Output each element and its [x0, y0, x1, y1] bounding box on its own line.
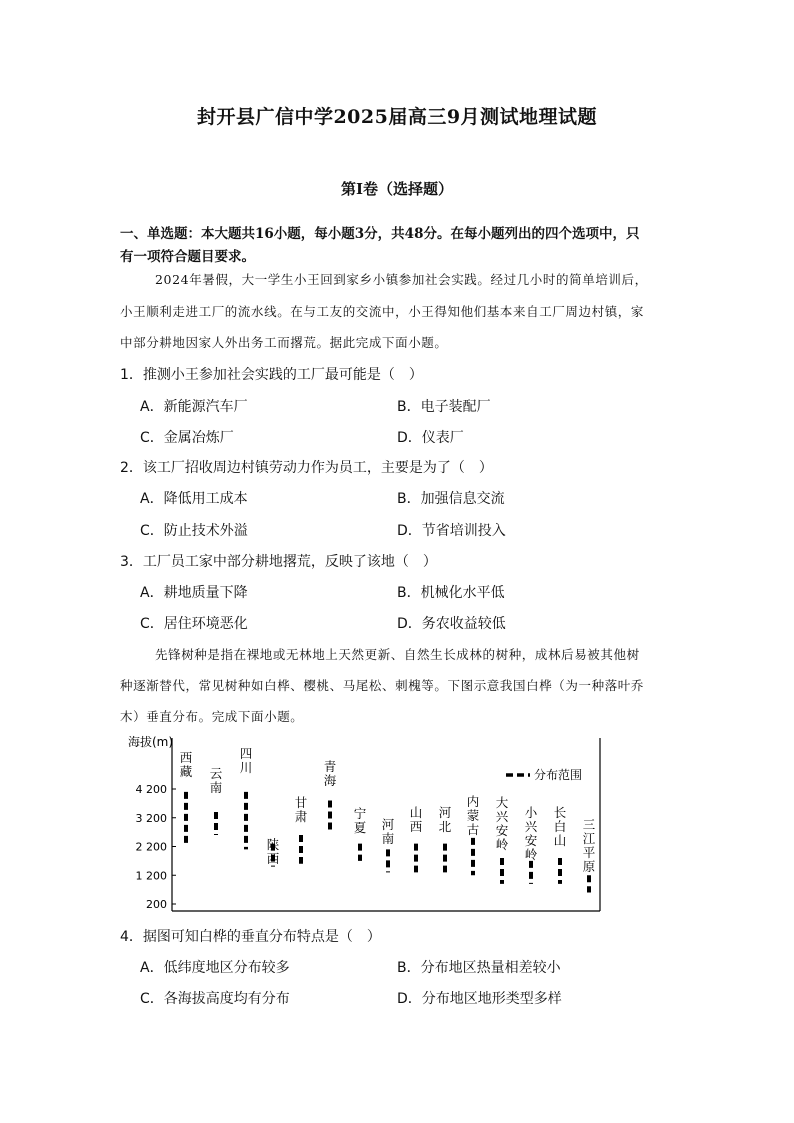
- category-label-char: 白: [553, 819, 567, 834]
- category-label-char: 古: [466, 822, 480, 837]
- part-title: 第Ⅰ卷（选择题）: [340, 180, 454, 198]
- question-3-stem: 3．工厂员工家中部分耕地撂荒，反映了该地（ ）: [120, 554, 437, 570]
- question-2-option-d[interactable]: D．节省培训投入: [397, 523, 506, 539]
- category-label-char: 甘: [294, 795, 308, 810]
- section-instruction-line-1: 一、单选题：本大题共16小题，每小题3分，共48分。在每小题列出的四个选项中，只: [120, 226, 640, 242]
- legend-label: 分布范围: [534, 768, 583, 782]
- category-label-char: 西: [409, 819, 423, 834]
- y-tick-label: 1 200: [135, 869, 167, 883]
- question-4-stem: 4．据图可知白桦的垂直分布特点是（ ）: [120, 929, 381, 945]
- y-axis-label: 海拔(m): [128, 735, 174, 749]
- category-label-char: 青: [323, 759, 337, 774]
- category-label-char: 江: [582, 831, 596, 846]
- question-2-stem: 2．该工厂招收周边村镇劳动力作为员工，主要是为了（ ）: [120, 460, 493, 476]
- passage1-line-1: 2024年暑假，大一学生小王回到家乡小镇参加社会实践。经过几小时的简单培训后，: [155, 272, 648, 287]
- category-label-char: 西: [179, 750, 193, 765]
- y-tick-label: 4 200: [135, 783, 167, 796]
- y-tick-label: 2 200: [135, 840, 167, 854]
- category-label-char: 山: [409, 805, 423, 820]
- birch-vertical-distribution-chart: [120, 732, 602, 915]
- category-label-char: 小: [524, 805, 538, 820]
- page-title: 封开县广信中学2025届高三9月测试地理试题: [196, 106, 598, 128]
- question-4-option-b[interactable]: B．分布地区热量相差较小: [397, 960, 561, 976]
- category-label-char: 海: [323, 773, 337, 788]
- category-label-char: 河: [438, 805, 452, 820]
- category-label-char: 夏: [353, 820, 367, 835]
- question-4-option-a[interactable]: A．低纬度地区分布较多: [140, 960, 290, 976]
- category-label-char: 大: [495, 795, 509, 810]
- category-label-char: 四: [239, 746, 253, 761]
- category-label-char: 肃: [294, 809, 308, 824]
- category-label-char: 平: [582, 845, 596, 860]
- category-label-char: 安: [524, 833, 538, 848]
- y-tick-label: 200: [146, 898, 167, 911]
- question-1-stem: 1．推测小王参加社会实践的工厂最可能是（ ）: [120, 367, 423, 383]
- category-label-char: 岭: [495, 837, 509, 852]
- category-label-char: 南: [381, 831, 395, 846]
- question-2-option-a[interactable]: A．降低用工成本: [140, 491, 248, 507]
- category-label-char: 兴: [524, 819, 538, 834]
- question-1-option-d[interactable]: D．仪表厂: [397, 430, 464, 446]
- category-label-char: 内: [466, 794, 480, 809]
- question-3-option-b[interactable]: B．机械化水平低: [397, 585, 505, 601]
- passage2-line-1: 先锋树种是指在裸地或无林地上天然更新、自然生长成林的树种，成林后易被其他树: [155, 647, 640, 662]
- category-label-char: 安: [495, 823, 509, 838]
- question-3-option-d[interactable]: D．务农收益较低: [397, 616, 506, 632]
- category-label-char: 西: [266, 851, 280, 866]
- passage2-line-3: 木）垂直分布。完成下面小题。: [120, 709, 304, 724]
- category-label-char: 山: [553, 833, 567, 848]
- category-label-char: 藏: [179, 764, 193, 779]
- passage2-line-2: 种逐渐替代，常见树种如白桦、樱桃、马尾松、刺槐等。下图示意我国白桦（为一种落叶乔: [120, 678, 645, 693]
- section-instruction-line-2: 有一项符合题目要求。: [120, 249, 255, 265]
- question-4-option-d[interactable]: D．分布地区地形类型多样: [397, 991, 562, 1007]
- question-1-option-c[interactable]: C．金属冶炼厂: [140, 430, 234, 446]
- question-1-option-b[interactable]: B．电子装配厂: [397, 399, 491, 415]
- passage1-line-2: 小王顺利走进工厂的流水线。在与工友的交流中，小王得知他们基本来自工厂周边村镇，家: [120, 304, 645, 319]
- question-4-option-c[interactable]: C．各海拔高度均有分布: [140, 991, 290, 1007]
- y-tick-label: 3 200: [135, 811, 167, 825]
- category-label-char: 宁: [353, 806, 367, 821]
- category-label-char: 陕: [266, 837, 280, 852]
- category-label-char: 南: [209, 780, 223, 795]
- question-2-option-c[interactable]: C．防止技术外溢: [140, 523, 248, 539]
- category-label-char: 原: [582, 859, 596, 874]
- category-label-char: 川: [239, 760, 253, 775]
- category-label-char: 长: [553, 805, 567, 820]
- category-label-char: 兴: [495, 809, 509, 824]
- question-3-option-a[interactable]: A．耕地质量下降: [140, 585, 248, 601]
- question-2-option-b[interactable]: B．加强信息交流: [397, 491, 505, 507]
- question-1-option-a[interactable]: A．新能源汽车厂: [140, 399, 248, 415]
- category-label-char: 河: [381, 817, 395, 832]
- category-label-char: 北: [438, 819, 452, 834]
- passage1-line-3: 中部分耕地因家人外出务工而撂荒。据此完成下面小题。: [120, 335, 448, 350]
- category-label-char: 三: [582, 817, 596, 832]
- category-label-char: 云: [209, 766, 223, 781]
- question-3-option-c[interactable]: C．居住环境恶化: [140, 616, 248, 632]
- category-label-char: 蒙: [466, 808, 480, 823]
- category-label-char: 岭: [524, 847, 538, 862]
